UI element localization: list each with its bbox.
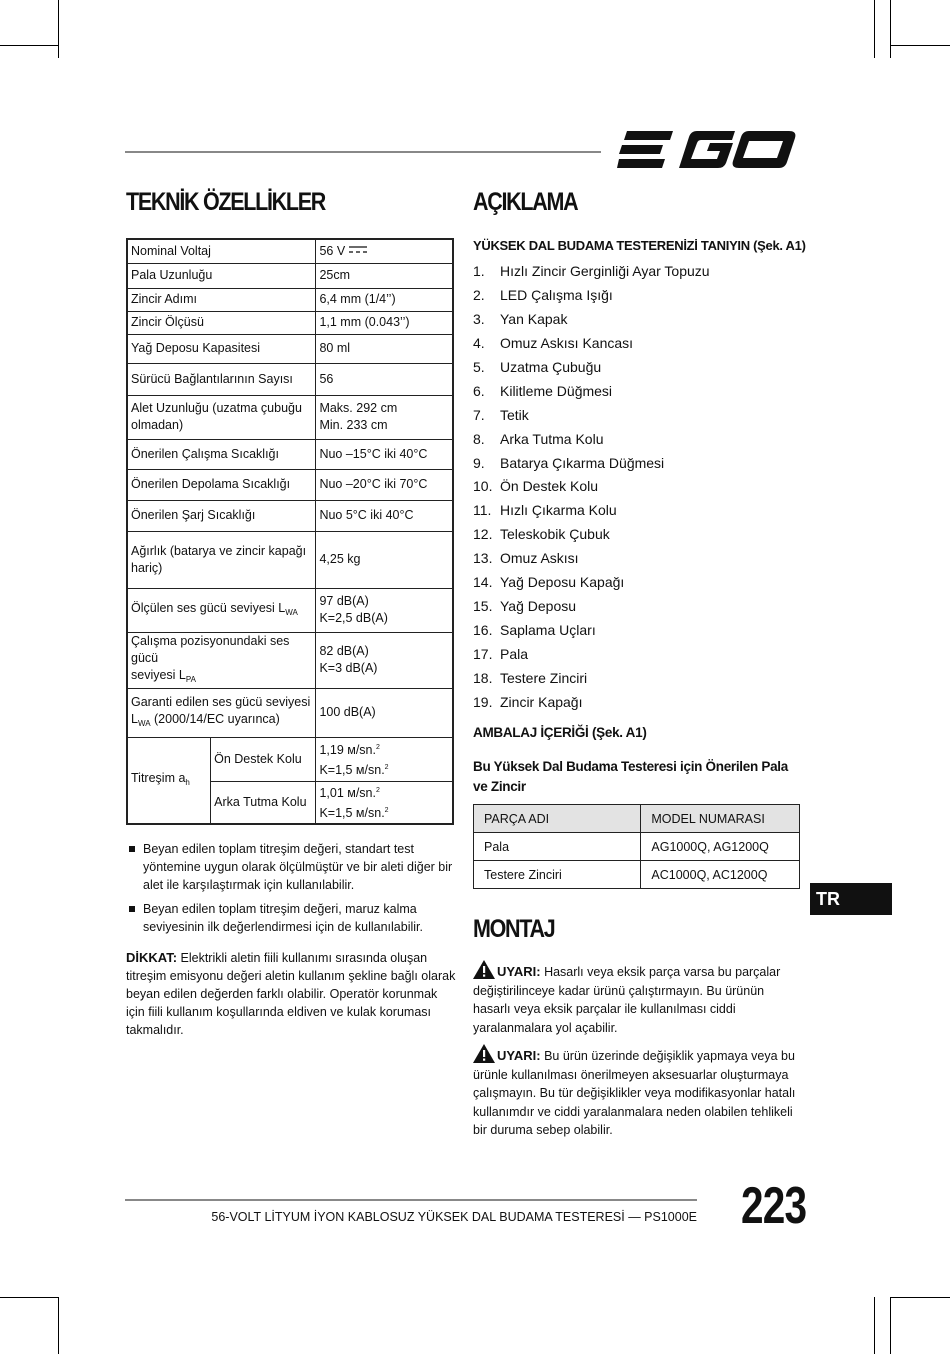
- dc-symbol-icon: [349, 245, 367, 254]
- item-label: Hızlı Zincir Gerginliği Ayar Topuzu: [500, 263, 710, 279]
- list-item: [473, 332, 803, 356]
- crop-mark: [874, 1297, 875, 1354]
- item-label: Batarya Çıkarma Düğmesi: [500, 454, 665, 471]
- table-row: [127, 588, 453, 632]
- item-number: 11.: [473, 502, 492, 519]
- spec-value: 4,25 kg: [316, 531, 453, 588]
- table-row: [127, 737, 453, 781]
- item-label: Tetik: [500, 406, 529, 423]
- model-number: AG1000Q, AG1200Q: [641, 833, 800, 861]
- spec-value: 82 dB(A) K=3 dB(A): [316, 632, 453, 688]
- table-row: [127, 439, 453, 469]
- list-item: [473, 571, 803, 595]
- spec-value: Nuo –20°C iki 70°C: [316, 469, 453, 500]
- list-item: [473, 308, 803, 332]
- model-number: AC1000Q, AC1200Q: [641, 861, 800, 889]
- spec-label: Çalışma pozisyonundaki ses gücü seviyesi $L_{PA}$: [127, 632, 316, 688]
- footer-rule: [125, 1199, 697, 1201]
- spec-label: Nominal Voltaj: [127, 239, 316, 263]
- page-number: 223: [741, 1177, 807, 1235]
- spec-label: Zincir Ölçüsü: [127, 311, 316, 334]
- table-row: [127, 239, 453, 263]
- item-number: 17.: [473, 646, 493, 662]
- header-rule: [125, 151, 601, 153]
- table-row: [127, 500, 453, 531]
- list-item: [473, 643, 803, 667]
- item-number: 2.: [473, 286, 485, 303]
- table-header-row: [474, 805, 800, 833]
- spec-value: Nuo 5°C iki 40°C: [316, 500, 453, 531]
- list-item: [473, 452, 803, 476]
- item-label: Uzatma Çubuğu: [500, 358, 602, 375]
- spec-value: 1,01 м/sn.$^2$ K=1,5 м/sn.$^2$: [316, 781, 453, 824]
- warning-triangle-icon: [473, 960, 495, 979]
- spec-label: Ağırlık (batarya ve zincir kapağı hariç): [127, 531, 316, 588]
- ego-logo: [617, 129, 799, 171]
- table-row: [127, 311, 453, 334]
- crop-mark: [0, 1297, 58, 1298]
- item-label: Saplama Uçları: [500, 622, 596, 639]
- spec-label: Önerilen Depolama Sıcaklığı: [127, 469, 316, 500]
- part-name: Testere Zinciri: [474, 861, 641, 889]
- list-item: [473, 619, 803, 643]
- item-label: Omuz Askısı Kancası: [500, 334, 634, 351]
- bullet-icon: [129, 846, 135, 852]
- crop-mark: [0, 45, 58, 46]
- column-header: MODEL NUMARASI: [641, 805, 800, 833]
- spec-label: Alet Uzunluğu (uzatma çubuğu olmadan): [127, 395, 316, 439]
- spec-label: Yağ Deposu Kapasitesi: [127, 334, 316, 363]
- item-number: 8.: [473, 430, 485, 447]
- spec-value: 56: [316, 363, 453, 395]
- table-row: [474, 833, 800, 861]
- spec-value: 100 dB(A): [316, 688, 453, 737]
- item-number: 1.: [473, 263, 485, 279]
- crop-mark: [890, 0, 891, 58]
- list-item: [473, 499, 803, 523]
- item-label: Ön Destek Kolu: [500, 478, 599, 495]
- item-number: 12.: [473, 526, 493, 543]
- list-item: Beyan edilen toplam titreşim değeri, standart test yöntemine uygun olarak ölçülmüştür ve bir aleti diğer bir alet ile karşılaştırmak için kullanılabilir.: [126, 840, 456, 894]
- spec-label: Ölçülen ses gücü seviyesi $L_{WA}$: [127, 588, 316, 632]
- item-label: Omuz Askısı: [500, 550, 579, 567]
- spec-label: Zincir Adımı: [127, 288, 316, 311]
- table-row: [127, 632, 453, 688]
- crop-mark: [58, 1297, 59, 1354]
- bullet-list: [126, 840, 456, 942]
- language-tab: TR: [810, 883, 892, 915]
- crop-mark: [890, 1297, 891, 1354]
- column-header: PARÇA ADI: [474, 805, 641, 833]
- warning-1: UYARI: Hasarlı veya eksik parça varsa bu parçalar değiştirilinceye kadar ürünü çalıştırmayın. Bu ürünün hasarlı veya eksik parçalar ile kullanılması ciddi yaralanmalara yol açabilir.: [473, 960, 803, 1037]
- list-item: [473, 475, 803, 499]
- item-label: Testere Zinciri: [500, 669, 588, 686]
- table-row: [127, 363, 453, 395]
- spec-label: Önerilen Çalışma Sıcaklığı: [127, 439, 316, 469]
- list-item: [473, 260, 803, 284]
- item-label: Teleskobik Çubuk: [500, 526, 610, 543]
- item-label: Yan Kapak: [500, 310, 568, 327]
- spec-label: Titreşim $a_h$: [127, 737, 211, 824]
- spec-value: 25cm: [316, 263, 453, 288]
- list-item: Beyan edilen toplam titreşim değeri, maruz kalma seviyesinin ilk değerlendirmesi için de kullanılabilir.: [126, 900, 456, 936]
- list-item: [473, 667, 803, 691]
- footer-title: 56-VOLT LİTYUM İYON KABLOSUZ YÜKSEK DAL BUDAMA TESTERESİ — PS1000E: [211, 1210, 697, 1224]
- item-label: Yağ Deposu Kapağı: [500, 574, 625, 591]
- spec-value: 1,1 mm (0.043’’): [316, 311, 453, 334]
- item-number: 6.: [473, 382, 485, 399]
- item-number: 15.: [473, 598, 493, 615]
- bullet-icon: [129, 906, 135, 912]
- item-number: 16.: [473, 622, 493, 639]
- item-number: 19.: [473, 693, 493, 710]
- crop-mark: [874, 0, 875, 58]
- caution-note: DİKKAT: Elektrikli aletin fiili kullanımı sırasında oluşan titreşim emisyonu değeri aletin kullanım şekline bağlı olarak beyan edilen değerden farklı olabilir. Operatör korunmak için fiili kullanım koşullarında eldiven ve kulak koruması takmalıdır.: [126, 950, 456, 1037]
- spec-value: 97 dB(A) K=2,5 dB(A): [316, 588, 453, 632]
- spec-table: [126, 238, 454, 825]
- spec-sublabel: Ön Destek Kolu: [211, 737, 316, 781]
- list-item: [473, 404, 803, 428]
- list-item: [473, 523, 803, 547]
- table-row: [474, 861, 800, 889]
- list-item: [473, 691, 803, 715]
- spec-label: Pala Uzunluğu: [127, 263, 316, 288]
- spec-value: Nuo –15°C iki 40°C: [316, 439, 453, 469]
- warning-triangle-icon: [473, 1044, 495, 1063]
- list-item: [473, 284, 803, 308]
- list-item: [473, 547, 803, 571]
- item-number: 3.: [473, 310, 485, 327]
- spec-label: Sürücü Bağlantılarının Sayısı: [127, 363, 316, 395]
- item-number: 9.: [473, 454, 485, 471]
- item-number: 4.: [473, 334, 485, 351]
- item-label: Arka Tutma Kolu: [500, 430, 604, 447]
- know-your-tool-heading: YÜKSEK DAL BUDAMA TESTERENİZİ TANIYIN (Şek. A1): [473, 238, 806, 253]
- item-label: Zincir Kapağı: [500, 693, 583, 710]
- package-contents-heading: AMBALAJ İÇERİĞİ (Şek. A1): [473, 725, 647, 740]
- spec-sublabel: Arka Tutma Kolu: [211, 781, 316, 824]
- item-number: 13.: [473, 550, 493, 567]
- page-heading-specs: TEKNİK ÖZELLİKLER: [126, 188, 326, 216]
- spec-value: Maks. 292 cm Min. 233 cm: [316, 395, 453, 439]
- crop-mark: [890, 1297, 950, 1298]
- item-label: Pala: [500, 646, 529, 662]
- spec-label: Önerilen Şarj Sıcaklığı: [127, 500, 316, 531]
- item-label: Hızlı Çıkarma Kolu: [500, 502, 617, 519]
- list-item: [473, 380, 803, 404]
- list-item: [473, 356, 803, 380]
- table-row: [127, 263, 453, 288]
- recommended-bar-chain-heading: Bu Yüksek Dal Budama Testeresi için Önerilen Pala ve Zincir: [473, 759, 788, 794]
- spec-value: 80 ml: [316, 334, 453, 363]
- list-item: [473, 595, 803, 619]
- parts-list: [473, 260, 803, 715]
- item-label: Yağ Deposu: [500, 598, 577, 615]
- page-heading-description: AÇIKLAMA: [473, 188, 578, 216]
- spec-value: 6,4 mm (1/4’’): [316, 288, 453, 311]
- table-row: [127, 395, 453, 439]
- item-number: 7.: [473, 406, 485, 423]
- crop-mark: [890, 45, 950, 46]
- item-label: Kilitleme Düğmesi: [500, 382, 613, 399]
- spec-value: 1,19 м/sn.$^2$ K=1,5 м/sn.$^2$: [316, 737, 453, 781]
- spec-value: 56 V: [316, 239, 453, 263]
- table-row: [127, 469, 453, 500]
- item-number: 14.: [473, 574, 493, 591]
- page-heading-assembly: MONTAJ: [473, 915, 555, 943]
- table-row: [127, 334, 453, 363]
- part-name: Pala: [474, 833, 641, 861]
- crop-mark: [58, 0, 59, 58]
- warning-2: UYARI: Bu ürün üzerinde değişiklik yapmaya veya bu ürünle kullanılması önerilmeyen aksesuarlar oluşturmaya çalışmayın. Bu tür değişiklikler veya modifikasyonlar hatalı kullanımdır ve ciddi yaralanmalara neden olabilen tehlikeli bir duruma sebep olabilir.: [473, 1044, 803, 1140]
- table-row: [127, 288, 453, 311]
- spec-label: Garanti edilen ses gücü seviyesi $L_{WA}$ (2000/14/EC uyarınca): [127, 688, 316, 737]
- table-row: [127, 688, 453, 737]
- list-item: [473, 428, 803, 452]
- item-label: LED Çalışma Işığı: [500, 286, 613, 303]
- item-number: 5.: [473, 358, 485, 375]
- item-number: 18.: [473, 669, 493, 686]
- item-number: 10.: [473, 478, 493, 495]
- table-row: [127, 531, 453, 588]
- model-table: [473, 804, 800, 889]
